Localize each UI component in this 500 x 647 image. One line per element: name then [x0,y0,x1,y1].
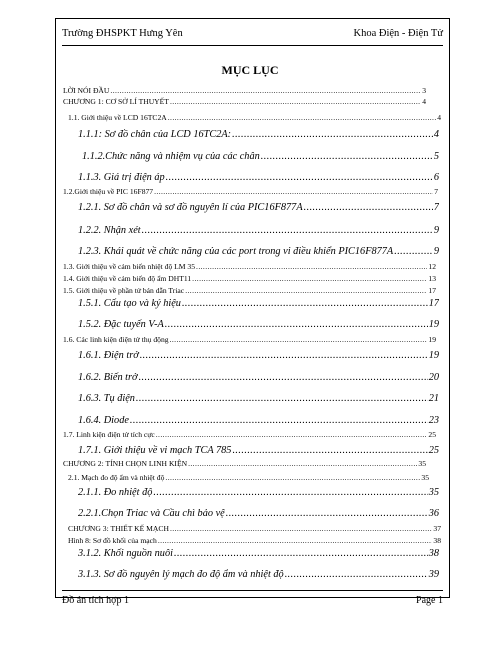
toc-entry-title: CHƯƠNG 2: TÍNH CHỌN LINH KIỆN [63,459,188,468]
toc-entry-page: 35 [428,487,439,498]
footer-project: Đồ án tích hợp 1 [62,595,129,606]
toc-entry-page: 39 [428,569,439,580]
toc-entry-page: 4 [437,113,441,122]
toc-entry-page: 37 [433,524,441,533]
toc-entry-title: 2.2.1.Chọn Triac và Cầu chì bảo vệ [78,508,225,519]
toc-entry[interactable] [78,445,439,456]
toc-entry-page: 9 [433,225,439,236]
toc-entry[interactable] [78,372,439,383]
toc-entry-page: 9 [433,246,439,257]
toc-entry-title: 1.5.2. Đặc tuyến V-A [78,319,164,330]
footer-rule [62,590,443,591]
toc-entry-title: CHƯƠNG 1: CƠ SỞ LÍ THUYẾT [63,97,169,106]
page-title: MỤC LỤC [221,63,279,77]
toc-entry[interactable] [78,246,439,257]
toc-entry-page: 38 [433,536,441,545]
toc-entry[interactable] [82,151,439,162]
toc-entry-page: 6 [433,172,439,183]
toc-entry-title: LỜI NÓI ĐẦU [63,86,110,95]
toc-entry[interactable] [78,508,439,519]
toc-entry[interactable] [68,473,429,482]
toc-entry-page: 36 [428,508,439,519]
toc-entry[interactable] [63,286,436,295]
toc-entry[interactable] [78,129,439,140]
toc-entry-page: 17 [428,286,436,295]
footer-page-number: Page 1 [416,595,443,606]
toc-entry-page: 25 [428,445,439,456]
toc-entry-page: 35 [421,473,429,482]
toc-entry-title: 1.7. Linh kiện điện tử tích cực [63,430,155,439]
header-school: Trường ĐHSPKT Hưng Yên [62,28,183,39]
toc-entry[interactable] [63,262,436,271]
toc-entry-page: 4 [433,129,439,140]
toc-entry[interactable] [78,319,439,330]
toc-entry[interactable] [63,187,438,196]
toc-entry-title: 3.1.2. Khối nguồn nuôi [78,548,173,559]
toc-entry-title: 2.1. Mạch đo độ ẩm và nhiệt độ [68,473,165,482]
toc-entry-page: 7 [434,187,438,196]
toc-entry-title: 1.1.3. Giá trị điện áp [78,172,165,183]
toc-entry-page: 20 [428,372,439,383]
header-faculty: Khoa Điện - Điện Tử [353,28,443,39]
toc-entry-title: 1.6.2. Biến trở [78,372,138,383]
toc-entry[interactable] [78,225,439,236]
toc-entry[interactable] [78,350,439,361]
toc-entry-title: 1.6.4. Diode [78,415,129,426]
toc-entry[interactable] [78,202,439,213]
toc-entry-title: 1.6.3. Tụ điện [78,393,135,404]
toc-entry-title: 1.5. Giới thiệu về phần tử bán dẫn Triac [63,286,185,295]
toc-entry-page: 12 [428,262,436,271]
toc-entry-page: 19 [428,319,439,330]
toc-entry-title: 1.2.1. Sơ đồ chân và sơ đồ nguyên lí của PIC16F877A [78,202,303,213]
toc-entry-title: 1.6.1. Điện trở [78,350,139,361]
toc-entry[interactable] [78,548,439,559]
toc-entry-title: 1.6. Các linh kiện điện tử thụ động [63,335,169,344]
toc-entry-title: 1.4. Giới thiệu về cảm biến độ ẩm DHT11 [63,274,192,283]
toc-entry-title: 2.1.1. Đo nhiệt độ [78,487,153,498]
toc-entry[interactable] [78,298,439,309]
toc-entry-title: 1.2.3. Khái quát về chức năng của các port trong vi điều khiển PIC16F877A [78,246,394,257]
toc-entry-page: 25 [428,430,436,439]
toc-entry-page: 5 [433,151,439,162]
toc-entry-title: 1.5.1. Cấu tạo và ký hiệu [78,298,181,309]
toc-entry[interactable] [78,393,439,404]
toc-entry[interactable] [78,415,439,426]
toc-entry-page: 7 [433,202,439,213]
toc-entry-title: 1.2.2. Nhận xét [78,225,141,236]
toc-entry-page: 35 [418,459,426,468]
toc-entry-title: 1.1.2.Chức năng và nhiệm vụ của các chân [82,151,260,162]
toc-entry[interactable] [68,113,441,122]
toc-entry-title: 1.7.1. Giới thiệu về vi mạch TCA 785 [78,445,232,456]
toc-entry-page: 23 [428,415,439,426]
header-rule [62,45,443,46]
toc-entry-page: 19 [428,335,436,344]
toc-entry[interactable] [78,172,439,183]
toc-entry-title: 1.1. Giới thiệu về LCD 16TC2A [68,113,167,122]
toc-entry[interactable] [78,569,439,580]
toc-entry-title: 1.1.1: Sơ đồ chân của LCD 16TC2A: [78,129,232,140]
toc-entry[interactable] [63,97,426,106]
toc-entry-page: 13 [428,274,436,283]
toc-entry[interactable] [68,536,441,545]
toc-entry-page: 19 [428,350,439,361]
toc-entry-page: 3 [422,86,426,95]
toc-entry[interactable] [63,430,436,439]
toc-entry-page: 38 [428,548,439,559]
toc-entry-page: 17 [428,298,439,309]
toc-entry[interactable] [63,86,426,95]
toc-entry-title: 1.2.Giới thiệu về PIC 16F877 [63,187,154,196]
toc-entry-page: 4 [422,97,426,106]
toc-entry[interactable] [63,459,426,468]
toc-entry[interactable] [78,487,439,498]
toc-entry[interactable] [63,335,436,344]
toc-entry-title: 3.1.3. Sơ đồ nguyên lý mạch đo độ ẩm và nhiệt độ [78,569,284,580]
toc-entry-title: CHƯƠNG 3: THIẾT KẾ MẠCH [68,524,169,533]
toc-entry-title: 1.3. Giới thiệu về cảm biến nhiệt độ LM 35 [63,262,196,271]
toc-entry[interactable] [68,524,441,533]
toc-entry-page: 21 [428,393,439,404]
toc-entry[interactable] [63,274,436,283]
toc-entry-title: Hình 8: Sơ đồ khối của mạch [68,536,157,545]
